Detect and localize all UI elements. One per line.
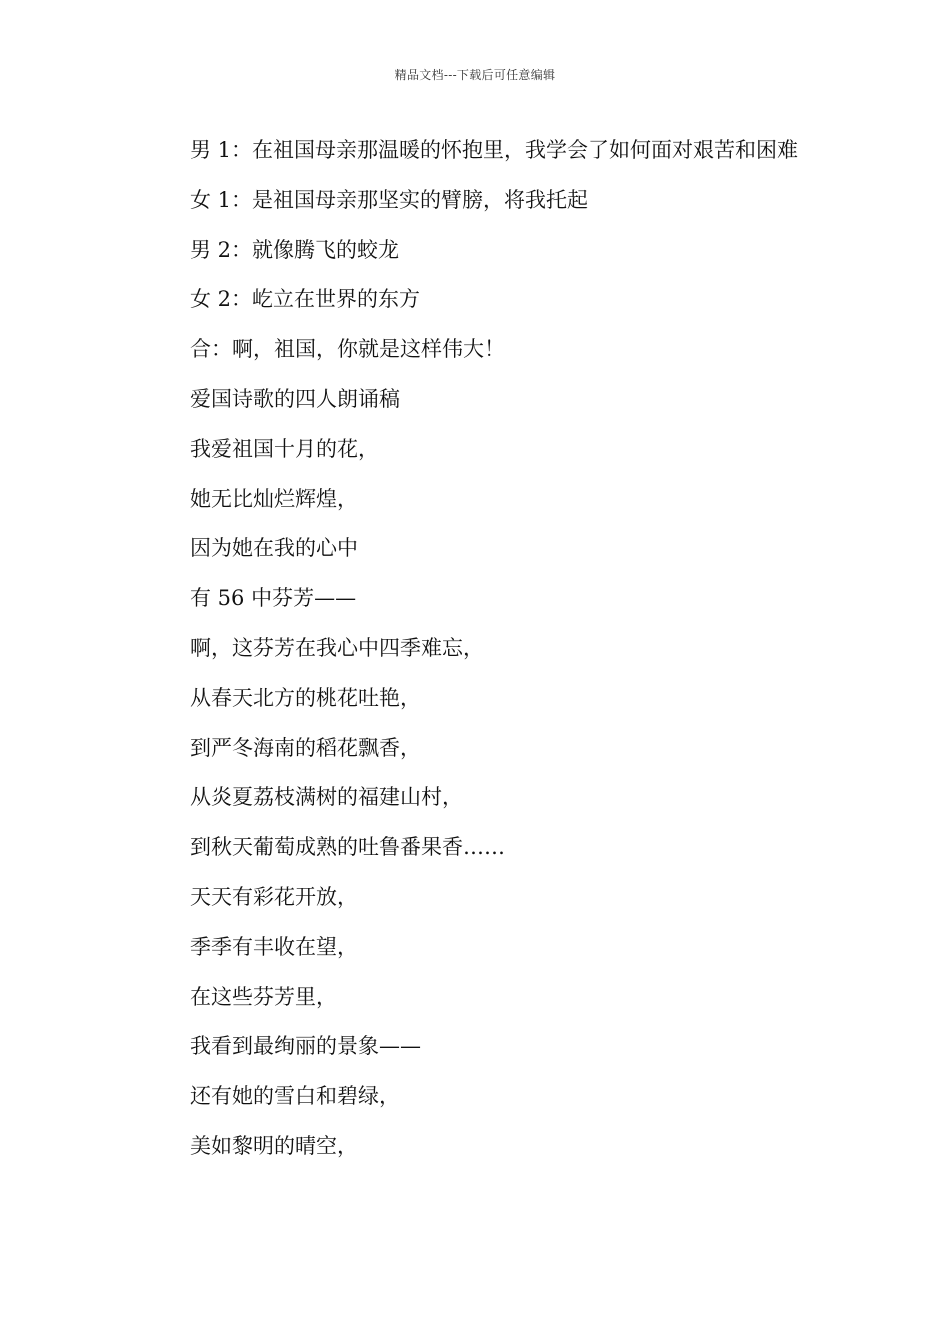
paragraph: 爱国诗歌的四人朗诵稿 xyxy=(190,386,400,411)
paragraph: 从炎夏荔枝满树的福建山村， xyxy=(190,785,463,810)
paragraph: 在这些芬芳里， xyxy=(190,984,337,1009)
page-header: 精品文档---下载后可任意编辑 xyxy=(394,68,556,82)
paragraph: 美如黎明的晴空， xyxy=(190,1133,358,1158)
paragraph: 到秋天葡萄成熟的吐鲁番果香…… xyxy=(190,835,505,860)
paragraph: 季季有丰收在望， xyxy=(190,934,358,959)
paragraph: 男 2：就像腾飞的蛟龙 xyxy=(190,237,400,262)
paragraph: 女 2：屹立在世界的东方 xyxy=(190,287,421,312)
paragraph: 天天有彩花开放， xyxy=(190,884,358,909)
paragraph: 我看到最绚丽的景象—— xyxy=(190,1034,421,1059)
paragraph: 女 1：是祖国母亲那坚实的臂膀，将我托起 xyxy=(190,187,589,212)
paragraph: 还有她的雪白和碧绿， xyxy=(190,1084,400,1109)
paragraph: 因为她在我的心中 xyxy=(190,536,358,561)
paragraph: 我爱祖国十月的花， xyxy=(190,436,379,461)
paragraph: 男 1：在祖国母亲那温暖的怀抱里，我学会了如何面对艰苦和困难 xyxy=(190,138,799,162)
paragraph: 有 56 中芬芳—— xyxy=(190,586,357,611)
document-body xyxy=(145,126,815,1172)
paragraph: 到严冬海南的稻花飘香， xyxy=(190,735,421,760)
paragraph: 啊，这芬芳在我心中四季难忘， xyxy=(190,635,484,660)
paragraph: 从春天北方的桃花吐艳， xyxy=(190,685,421,710)
paragraph: 她无比灿烂辉煌， xyxy=(190,486,358,511)
paragraph: 合：啊，祖国，你就是这样伟大！ xyxy=(190,337,505,362)
